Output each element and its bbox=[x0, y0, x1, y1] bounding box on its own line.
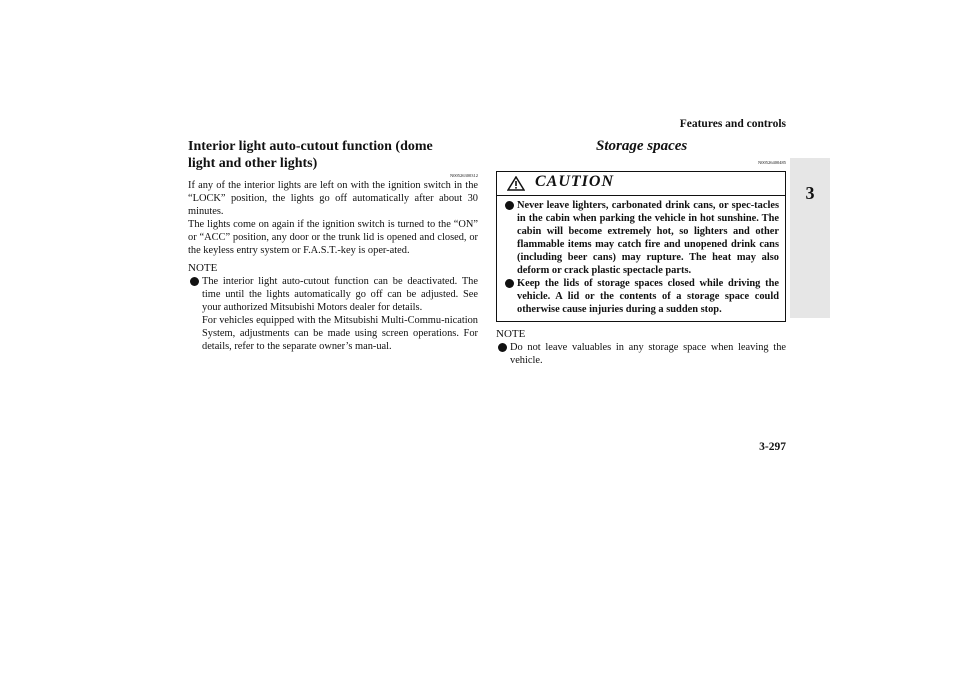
left-column bbox=[188, 138, 478, 353]
note-bullet bbox=[496, 341, 786, 367]
right-column bbox=[496, 138, 786, 367]
note-label: NOTE bbox=[188, 262, 218, 274]
note-bullet bbox=[188, 275, 478, 353]
note-text: Do not leave valuables in any storage space when leaving the vehicle. bbox=[510, 342, 786, 366]
caution-box bbox=[496, 171, 786, 322]
section-code: N00526300312 bbox=[450, 173, 478, 178]
caution-item-text: Keep the lids of storage spaces closed while driving the vehicle. A lid or the contents of a storage space could otherwise cause injuries during a sudden stop. bbox=[517, 278, 779, 315]
caution-item bbox=[503, 199, 779, 277]
bullet-dot-icon bbox=[190, 277, 199, 286]
section-title-storage: Storage spaces bbox=[596, 138, 688, 154]
caution-title: CAUTION bbox=[535, 173, 615, 190]
bullet-dot-icon bbox=[505, 201, 514, 210]
bullet-dot-icon bbox=[505, 279, 514, 288]
section-code-storage: N00526400485 bbox=[758, 160, 786, 165]
page-number: 3-297 bbox=[759, 441, 786, 453]
chapter-tab bbox=[790, 158, 830, 318]
note-label: NOTE bbox=[496, 328, 526, 340]
bullet-dot-icon bbox=[498, 343, 507, 352]
section-title-auto-cutout: Interior light auto-cutout function (dome light and other lights) bbox=[188, 139, 433, 171]
note-text: The interior light auto-cutout function can be deactivated. The time until the lights automatically go off can be adjusted. See your authorized Mitsubishi Motors dealer for details. For vehicles equipped with the Mitsubishi Multi-Commu-nication System, adjustments can be made using screen operations. For details, refer to the separate owner’s man-ual. bbox=[202, 276, 478, 352]
paragraph-1: If any of the interior lights are left on with the ignition switch in the “LOCK” position, the lights go off automatically after about 30 minutes. bbox=[188, 180, 478, 217]
chapter-number: 3 bbox=[805, 183, 815, 203]
warning-triangle-icon bbox=[507, 176, 525, 191]
paragraph-2: The lights come on again if the ignition switch is turned to the “ON” or “ACC” position, any door or the trunk lid is opened and closed, or the keyless entry system or F.A.S.T.-key is oper-ated. bbox=[188, 219, 478, 256]
storage-header bbox=[496, 138, 786, 168]
running-header: Features and controls bbox=[679, 118, 786, 130]
caution-body bbox=[497, 196, 785, 321]
caution-item bbox=[503, 277, 779, 316]
caution-item-text: Never leave lighters, carbonated drink cans, or spec-tacles in the cabin when parking the vehicle in hot sunshine. The cabin will become extremely hot, so lighters and other flammable items may catch fire and unopened drink cans (including beer cans) may rupture. The heat may also deform or crack plastic spectacle parts. bbox=[517, 200, 779, 276]
caution-header bbox=[497, 172, 785, 196]
